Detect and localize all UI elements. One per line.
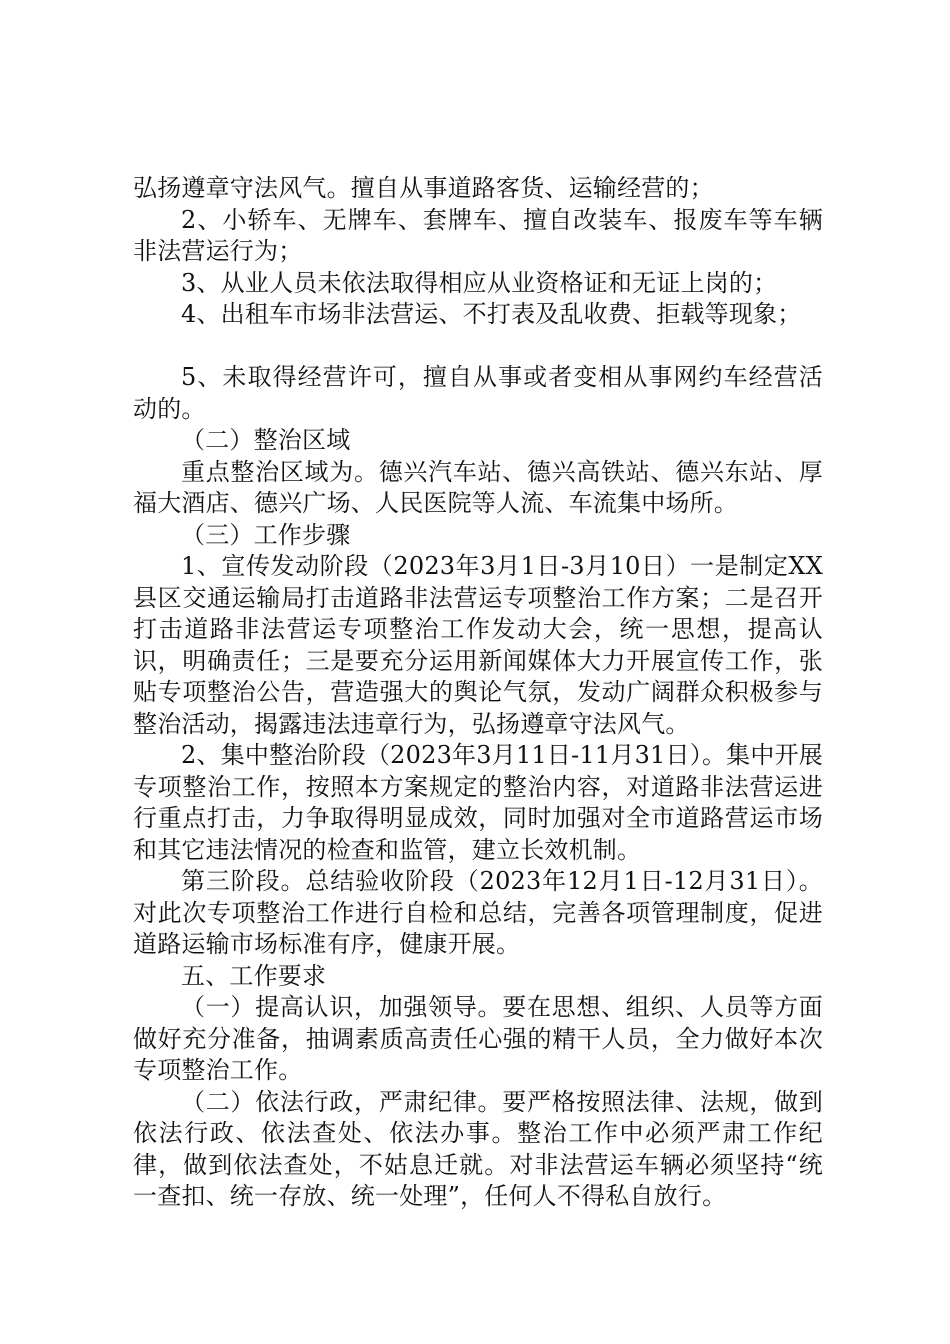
paragraph-item-3: 3、从业人员未依法取得相应从业资格证和无证上岗的； — [181, 268, 778, 297]
paragraph-continuation: 弘扬遵章守法风气。擅自从事道路客货、运输经营的； — [133, 174, 714, 202]
paragraph-item-4: 4、出租车市场非法营运、不打表及乱收费、拒载等现象； — [181, 300, 802, 328]
paragraph-step-2: 2、集中整治阶段（2023年3月11日-11月31日）。集中开展专项整治工作，按照本方案规定的整治内容，对道路非法营运进行重点打击，力争取得明显成效，同时加强对全市道路营运市场和其它违法情况的检查和监管，建立长效机制。 — [133, 741, 823, 864]
document-body — [133, 173, 823, 1213]
paragraph-item-2: 2、小轿车、无牌车、套牌车、擅自改装车、报废车等车辆非法营运行为； — [133, 205, 823, 265]
paragraph-requirement-1: （一）提高认识，加强领导。要在思想、组织、人员等方面做好充分准备，抽调素质高责任心强的精干人员，全力做好本次专项整治工作。 — [133, 993, 823, 1084]
paragraph-step-3: 第三阶段。总结验收阶段（2023年12月1日-12月31日）。对此次专项整治工作进行自检和总结，完善各项管理制度，促进道路运输市场标准有序，健康开展。 — [133, 867, 823, 958]
section-heading-steps: （三）工作步骤 — [181, 520, 351, 549]
paragraph-step-1: 1、宣传发动阶段（2023年3月1日-3月10日）一是制定XX县区交通运输局打击道路非法营运专项整治工作方案；二是召开打击道路非法营运专项整治工作发动大会，统一思想，提高认识，明确责任；三是要充分运用新闻媒体大力开展宣传工作，张贴专项整治公告，营造强大的舆论气氛，发动广阔群众积极参与整治活动，揭露违法违章行为，弘扬遵章守法风气。 — [133, 552, 823, 738]
paragraph-item-5: 5、未取得经营许可，擅自从事或者变相从事网约车经营活动的。 — [133, 363, 823, 423]
section-heading-requirements: 五、工作要求 — [181, 961, 327, 990]
section-heading-area: （二）整治区域 — [181, 426, 351, 454]
paragraph-key-areas: 重点整治区域为。德兴汽车站、德兴高铁站、德兴东站、厚福大酒店、德兴广场、人民医院等人流、车流集中场所。 — [133, 457, 823, 517]
paragraph-requirement-2: （二）依法行政，严肃纪律。要严格按照法律、法规，做到依法行政、依法查处、依法办事。整治工作中必须严肃工作纪律，做到依法查处，不姑息迁就。对非法营运车辆必须坚持“统一查扣、统一存放、统一处理”，任何人不得私自放行。 — [133, 1087, 823, 1210]
